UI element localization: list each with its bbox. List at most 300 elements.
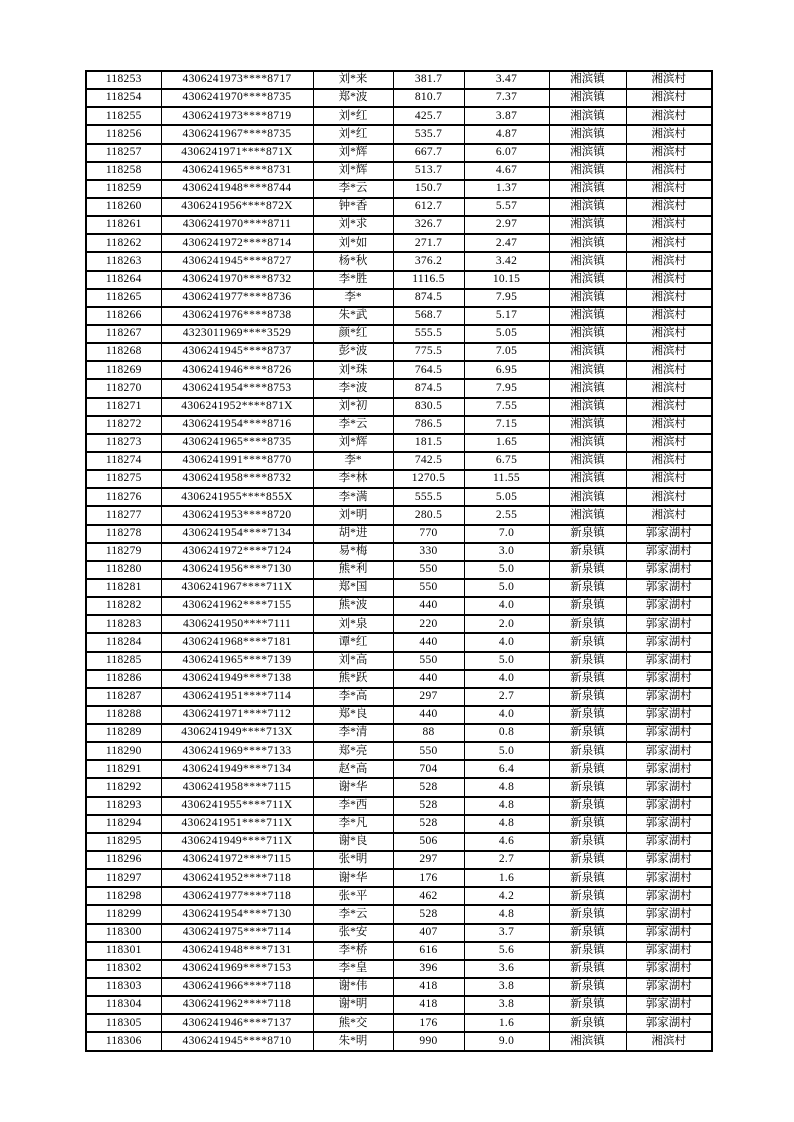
cell-name: 刘*辉 <box>313 434 393 452</box>
cell-serial: 118267 <box>86 325 161 343</box>
cell-village: 郭家湖村 <box>626 760 712 778</box>
cell-id-number: 4306241991****8770 <box>161 452 313 470</box>
cell-serial: 118275 <box>86 470 161 488</box>
cell-serial: 118281 <box>86 579 161 597</box>
cell-town: 湘滨镇 <box>549 506 626 524</box>
cell-area: 7.37 <box>464 89 549 107</box>
cell-id-number: 4306241946****8726 <box>161 361 313 379</box>
cell-id-number: 4306241966****7118 <box>161 978 313 996</box>
cell-village: 郭家湖村 <box>626 688 712 706</box>
cell-id-number: 4306241956****7130 <box>161 561 313 579</box>
table-row <box>86 942 712 960</box>
cell-name: 张*平 <box>313 887 393 905</box>
cell-id-number: 4306241962****7118 <box>161 996 313 1014</box>
cell-name: 刘*珠 <box>313 361 393 379</box>
cell-area: 1.65 <box>464 434 549 452</box>
cell-id-number: 4306241954****7130 <box>161 905 313 923</box>
cell-serial: 118270 <box>86 379 161 397</box>
cell-amount: 418 <box>393 996 464 1014</box>
table-row <box>86 289 712 307</box>
cell-town: 新泉镇 <box>549 905 626 923</box>
table-row <box>86 688 712 706</box>
table-row <box>86 361 712 379</box>
cell-area: 1.6 <box>464 869 549 887</box>
cell-area: 2.55 <box>464 506 549 524</box>
cell-village: 湘滨村 <box>626 198 712 216</box>
cell-town: 湘滨镇 <box>549 416 626 434</box>
cell-amount: 555.5 <box>393 488 464 506</box>
table-row <box>86 325 712 343</box>
cell-area: 3.7 <box>464 924 549 942</box>
table-row <box>86 742 712 760</box>
cell-town: 湘滨镇 <box>549 125 626 143</box>
table-row <box>86 506 712 524</box>
cell-village: 湘滨村 <box>626 452 712 470</box>
cell-town: 湘滨镇 <box>549 361 626 379</box>
cell-area: 4.0 <box>464 706 549 724</box>
cell-village: 湘滨村 <box>626 180 712 198</box>
cell-amount: 764.5 <box>393 361 464 379</box>
cell-amount: 297 <box>393 851 464 869</box>
table-row <box>86 525 712 543</box>
cell-name: 李*波 <box>313 379 393 397</box>
cell-area: 10.15 <box>464 271 549 289</box>
cell-town: 新泉镇 <box>549 597 626 615</box>
cell-amount: 742.5 <box>393 452 464 470</box>
cell-id-number: 4306241949****7134 <box>161 760 313 778</box>
cell-name: 郑*良 <box>313 706 393 724</box>
cell-area: 5.05 <box>464 325 549 343</box>
table-row <box>86 144 712 162</box>
cell-amount: 568.7 <box>393 307 464 325</box>
cell-serial: 118287 <box>86 688 161 706</box>
cell-serial: 118276 <box>86 488 161 506</box>
cell-serial: 118282 <box>86 597 161 615</box>
cell-amount: 440 <box>393 597 464 615</box>
cell-name: 钟*香 <box>313 198 393 216</box>
cell-amount: 407 <box>393 924 464 942</box>
cell-name: 刘*辉 <box>313 144 393 162</box>
cell-area: 11.55 <box>464 470 549 488</box>
cell-town: 新泉镇 <box>549 960 626 978</box>
cell-village: 郭家湖村 <box>626 706 712 724</box>
cell-amount: 440 <box>393 633 464 651</box>
cell-village: 湘滨村 <box>626 252 712 270</box>
cell-area: 4.8 <box>464 905 549 923</box>
cell-town: 新泉镇 <box>549 742 626 760</box>
cell-amount: 513.7 <box>393 162 464 180</box>
cell-town: 湘滨镇 <box>549 470 626 488</box>
cell-town: 湘滨镇 <box>549 398 626 416</box>
table-row <box>86 452 712 470</box>
cell-town: 新泉镇 <box>549 887 626 905</box>
cell-town: 新泉镇 <box>549 833 626 851</box>
cell-area: 9.0 <box>464 1032 549 1050</box>
cell-area: 7.95 <box>464 289 549 307</box>
cell-id-number: 4306241965****8735 <box>161 434 313 452</box>
cell-amount: 528 <box>393 905 464 923</box>
table-row <box>86 724 712 742</box>
cell-area: 2.7 <box>464 688 549 706</box>
table-row <box>86 978 712 996</box>
cell-village: 湘滨村 <box>626 325 712 343</box>
cell-id-number: 4306241977****7118 <box>161 887 313 905</box>
cell-town: 湘滨镇 <box>549 325 626 343</box>
cell-serial: 118272 <box>86 416 161 434</box>
cell-village: 郭家湖村 <box>626 579 712 597</box>
cell-amount: 330 <box>393 543 464 561</box>
cell-id-number: 4306241967****711X <box>161 579 313 597</box>
cell-village: 郭家湖村 <box>626 670 712 688</box>
cell-village: 湘滨村 <box>626 398 712 416</box>
cell-amount: 990 <box>393 1032 464 1050</box>
cell-village: 郭家湖村 <box>626 633 712 651</box>
cell-amount: 786.5 <box>393 416 464 434</box>
cell-amount: 704 <box>393 760 464 778</box>
cell-name: 李* <box>313 289 393 307</box>
cell-name: 李*林 <box>313 470 393 488</box>
cell-id-number: 4306241962****7155 <box>161 597 313 615</box>
table-row <box>86 960 712 978</box>
cell-village: 郭家湖村 <box>626 778 712 796</box>
cell-area: 6.4 <box>464 760 549 778</box>
cell-id-number: 4306241965****8731 <box>161 162 313 180</box>
table-row <box>86 434 712 452</box>
cell-id-number: 4306241970****8711 <box>161 216 313 234</box>
cell-town: 湘滨镇 <box>549 307 626 325</box>
cell-amount: 550 <box>393 579 464 597</box>
cell-village: 郭家湖村 <box>626 615 712 633</box>
cell-area: 1.37 <box>464 180 549 198</box>
cell-serial: 118296 <box>86 851 161 869</box>
table-row <box>86 670 712 688</box>
cell-amount: 555.5 <box>393 325 464 343</box>
cell-town: 新泉镇 <box>549 996 626 1014</box>
cell-town: 新泉镇 <box>549 760 626 778</box>
cell-name: 熊*交 <box>313 1014 393 1032</box>
cell-town: 新泉镇 <box>549 778 626 796</box>
cell-town: 新泉镇 <box>549 670 626 688</box>
cell-village: 郭家湖村 <box>626 724 712 742</box>
cell-town: 新泉镇 <box>549 652 626 670</box>
cell-village: 郭家湖村 <box>626 1014 712 1032</box>
cell-village: 湘滨村 <box>626 125 712 143</box>
cell-id-number: 4306241970****8732 <box>161 271 313 289</box>
cell-serial: 118290 <box>86 742 161 760</box>
cell-serial: 118266 <box>86 307 161 325</box>
cell-town: 湘滨镇 <box>549 488 626 506</box>
cell-name: 郑*亮 <box>313 742 393 760</box>
cell-name: 彭*波 <box>313 343 393 361</box>
cell-area: 4.2 <box>464 887 549 905</box>
cell-id-number: 4306241969****7133 <box>161 742 313 760</box>
cell-amount: 396 <box>393 960 464 978</box>
table-row <box>86 833 712 851</box>
cell-village: 郭家湖村 <box>626 924 712 942</box>
cell-id-number: 4306241949****713X <box>161 724 313 742</box>
cell-serial: 118302 <box>86 960 161 978</box>
cell-name: 刘*高 <box>313 652 393 670</box>
cell-serial: 118268 <box>86 343 161 361</box>
cell-serial: 118295 <box>86 833 161 851</box>
cell-town: 新泉镇 <box>549 978 626 996</box>
cell-town: 新泉镇 <box>549 561 626 579</box>
cell-amount: 775.5 <box>393 343 464 361</box>
cell-village: 湘滨村 <box>626 1032 712 1050</box>
cell-name: 李*云 <box>313 416 393 434</box>
cell-amount: 381.7 <box>393 71 464 89</box>
table-row <box>86 778 712 796</box>
cell-town: 湘滨镇 <box>549 343 626 361</box>
cell-id-number: 4306241953****8720 <box>161 506 313 524</box>
cell-area: 2.97 <box>464 216 549 234</box>
cell-village: 郭家湖村 <box>626 905 712 923</box>
cell-name: 郑*国 <box>313 579 393 597</box>
table-row <box>86 216 712 234</box>
cell-village: 郭家湖村 <box>626 942 712 960</box>
cell-name: 张*安 <box>313 924 393 942</box>
cell-serial: 118254 <box>86 89 161 107</box>
cell-name: 李*云 <box>313 180 393 198</box>
cell-amount: 616 <box>393 942 464 960</box>
cell-area: 3.8 <box>464 978 549 996</box>
cell-serial: 118300 <box>86 924 161 942</box>
table-row <box>86 89 712 107</box>
cell-name: 谢*华 <box>313 869 393 887</box>
cell-amount: 176 <box>393 869 464 887</box>
cell-name: 刘*红 <box>313 125 393 143</box>
cell-area: 2.47 <box>464 234 549 252</box>
cell-village: 湘滨村 <box>626 289 712 307</box>
cell-area: 7.95 <box>464 379 549 397</box>
cell-village: 湘滨村 <box>626 361 712 379</box>
cell-village: 湘滨村 <box>626 144 712 162</box>
cell-name: 刘*泉 <box>313 615 393 633</box>
table-row <box>86 307 712 325</box>
cell-serial: 118260 <box>86 198 161 216</box>
cell-id-number: 4306241945****8737 <box>161 343 313 361</box>
cell-town: 新泉镇 <box>549 924 626 942</box>
cell-village: 湘滨村 <box>626 343 712 361</box>
table-body <box>86 71 712 1051</box>
cell-amount: 440 <box>393 670 464 688</box>
cell-name: 谢*伟 <box>313 978 393 996</box>
table-row <box>86 234 712 252</box>
cell-amount: 376.2 <box>393 252 464 270</box>
cell-serial: 118262 <box>86 234 161 252</box>
cell-id-number: 4306241951****7114 <box>161 688 313 706</box>
table-row <box>86 924 712 942</box>
cell-village: 湘滨村 <box>626 71 712 89</box>
cell-village: 郭家湖村 <box>626 597 712 615</box>
table-row <box>86 905 712 923</box>
cell-town: 新泉镇 <box>549 1014 626 1032</box>
cell-serial: 118283 <box>86 615 161 633</box>
cell-id-number: 4306241952****7118 <box>161 869 313 887</box>
table-row <box>86 887 712 905</box>
cell-id-number: 4306241972****8714 <box>161 234 313 252</box>
cell-town: 新泉镇 <box>549 706 626 724</box>
cell-name: 刘*红 <box>313 107 393 125</box>
cell-amount: 528 <box>393 815 464 833</box>
cell-town: 湘滨镇 <box>549 252 626 270</box>
cell-serial: 118253 <box>86 71 161 89</box>
cell-amount: 280.5 <box>393 506 464 524</box>
table-row <box>86 869 712 887</box>
cell-amount: 425.7 <box>393 107 464 125</box>
cell-id-number: 4306241976****8738 <box>161 307 313 325</box>
cell-serial: 118293 <box>86 797 161 815</box>
cell-area: 6.07 <box>464 144 549 162</box>
cell-amount: 297 <box>393 688 464 706</box>
cell-amount: 667.7 <box>393 144 464 162</box>
cell-name: 朱*武 <box>313 307 393 325</box>
cell-serial: 118292 <box>86 778 161 796</box>
cell-area: 4.8 <box>464 815 549 833</box>
cell-id-number: 4306241972****7115 <box>161 851 313 869</box>
table-row <box>86 416 712 434</box>
cell-amount: 220 <box>393 615 464 633</box>
cell-id-number: 4306241968****7181 <box>161 633 313 651</box>
cell-id-number: 4306241958****8732 <box>161 470 313 488</box>
cell-area: 3.6 <box>464 960 549 978</box>
cell-serial: 118294 <box>86 815 161 833</box>
cell-amount: 528 <box>393 797 464 815</box>
cell-id-number: 4306241946****7137 <box>161 1014 313 1032</box>
cell-serial: 118284 <box>86 633 161 651</box>
table-row <box>86 125 712 143</box>
cell-id-number: 4306241969****7153 <box>161 960 313 978</box>
cell-amount: 612.7 <box>393 198 464 216</box>
cell-area: 4.0 <box>464 597 549 615</box>
cell-serial: 118255 <box>86 107 161 125</box>
cell-id-number: 4306241977****8736 <box>161 289 313 307</box>
cell-name: 李*皇 <box>313 960 393 978</box>
cell-area: 5.0 <box>464 652 549 670</box>
cell-amount: 550 <box>393 652 464 670</box>
cell-id-number: 4306241955****711X <box>161 797 313 815</box>
table-row <box>86 652 712 670</box>
cell-serial: 118286 <box>86 670 161 688</box>
cell-village: 湘滨村 <box>626 416 712 434</box>
cell-town: 湘滨镇 <box>549 452 626 470</box>
cell-serial: 118279 <box>86 543 161 561</box>
cell-serial: 118304 <box>86 996 161 1014</box>
cell-serial: 118289 <box>86 724 161 742</box>
table-row <box>86 543 712 561</box>
cell-amount: 1116.5 <box>393 271 464 289</box>
cell-id-number: 4306241973****8717 <box>161 71 313 89</box>
cell-amount: 770 <box>393 525 464 543</box>
cell-amount: 462 <box>393 887 464 905</box>
cell-id-number: 4306241945****8727 <box>161 252 313 270</box>
table-row <box>86 597 712 615</box>
cell-serial: 118277 <box>86 506 161 524</box>
cell-town: 新泉镇 <box>549 633 626 651</box>
cell-area: 4.87 <box>464 125 549 143</box>
cell-name: 郑*波 <box>313 89 393 107</box>
cell-village: 郭家湖村 <box>626 887 712 905</box>
cell-name: 颜*红 <box>313 325 393 343</box>
cell-id-number: 4306241973****8719 <box>161 107 313 125</box>
cell-village: 湘滨村 <box>626 506 712 524</box>
cell-town: 湘滨镇 <box>549 180 626 198</box>
cell-amount: 326.7 <box>393 216 464 234</box>
cell-town: 湘滨镇 <box>549 271 626 289</box>
cell-serial: 118256 <box>86 125 161 143</box>
cell-village: 郭家湖村 <box>626 561 712 579</box>
cell-village: 湘滨村 <box>626 162 712 180</box>
cell-id-number: 4306241954****8716 <box>161 416 313 434</box>
cell-name: 李*云 <box>313 905 393 923</box>
table-row <box>86 615 712 633</box>
cell-serial: 118301 <box>86 942 161 960</box>
cell-id-number: 4323011969****3529 <box>161 325 313 343</box>
cell-town: 新泉镇 <box>549 724 626 742</box>
table-row <box>86 470 712 488</box>
table-row <box>86 1014 712 1032</box>
cell-area: 6.75 <box>464 452 549 470</box>
cell-area: 4.8 <box>464 797 549 815</box>
cell-id-number: 4306241948****8744 <box>161 180 313 198</box>
cell-name: 李*西 <box>313 797 393 815</box>
cell-village: 郭家湖村 <box>626 652 712 670</box>
cell-serial: 118299 <box>86 905 161 923</box>
cell-area: 7.0 <box>464 525 549 543</box>
cell-town: 新泉镇 <box>549 797 626 815</box>
cell-area: 5.0 <box>464 742 549 760</box>
cell-name: 熊*利 <box>313 561 393 579</box>
cell-id-number: 4306241954****8753 <box>161 379 313 397</box>
cell-serial: 118305 <box>86 1014 161 1032</box>
cell-town: 新泉镇 <box>549 543 626 561</box>
cell-town: 新泉镇 <box>549 851 626 869</box>
cell-id-number: 4306241949****711X <box>161 833 313 851</box>
cell-village: 郭家湖村 <box>626 996 712 1014</box>
cell-town: 新泉镇 <box>549 688 626 706</box>
cell-id-number: 4306241958****7115 <box>161 778 313 796</box>
cell-name: 谢*华 <box>313 778 393 796</box>
cell-id-number: 4306241956****872X <box>161 198 313 216</box>
cell-village: 郭家湖村 <box>626 851 712 869</box>
cell-area: 4.8 <box>464 778 549 796</box>
cell-serial: 118271 <box>86 398 161 416</box>
table-row <box>86 252 712 270</box>
cell-village: 郭家湖村 <box>626 978 712 996</box>
cell-village: 湘滨村 <box>626 434 712 452</box>
cell-name: 谢*良 <box>313 833 393 851</box>
cell-serial: 118306 <box>86 1032 161 1050</box>
cell-name: 胡*进 <box>313 525 393 543</box>
cell-town: 湘滨镇 <box>549 1032 626 1050</box>
cell-village: 郭家湖村 <box>626 797 712 815</box>
cell-name: 李* <box>313 452 393 470</box>
cell-name: 谭*红 <box>313 633 393 651</box>
cell-id-number: 4306241950****7111 <box>161 615 313 633</box>
cell-serial: 118258 <box>86 162 161 180</box>
cell-amount: 418 <box>393 978 464 996</box>
cell-name: 赵*高 <box>313 760 393 778</box>
cell-area: 7.55 <box>464 398 549 416</box>
cell-serial: 118288 <box>86 706 161 724</box>
cell-area: 0.8 <box>464 724 549 742</box>
cell-amount: 88 <box>393 724 464 742</box>
cell-id-number: 4306241955****855X <box>161 488 313 506</box>
cell-amount: 440 <box>393 706 464 724</box>
cell-id-number: 4306241971****871X <box>161 144 313 162</box>
cell-village: 郭家湖村 <box>626 525 712 543</box>
cell-serial: 118263 <box>86 252 161 270</box>
